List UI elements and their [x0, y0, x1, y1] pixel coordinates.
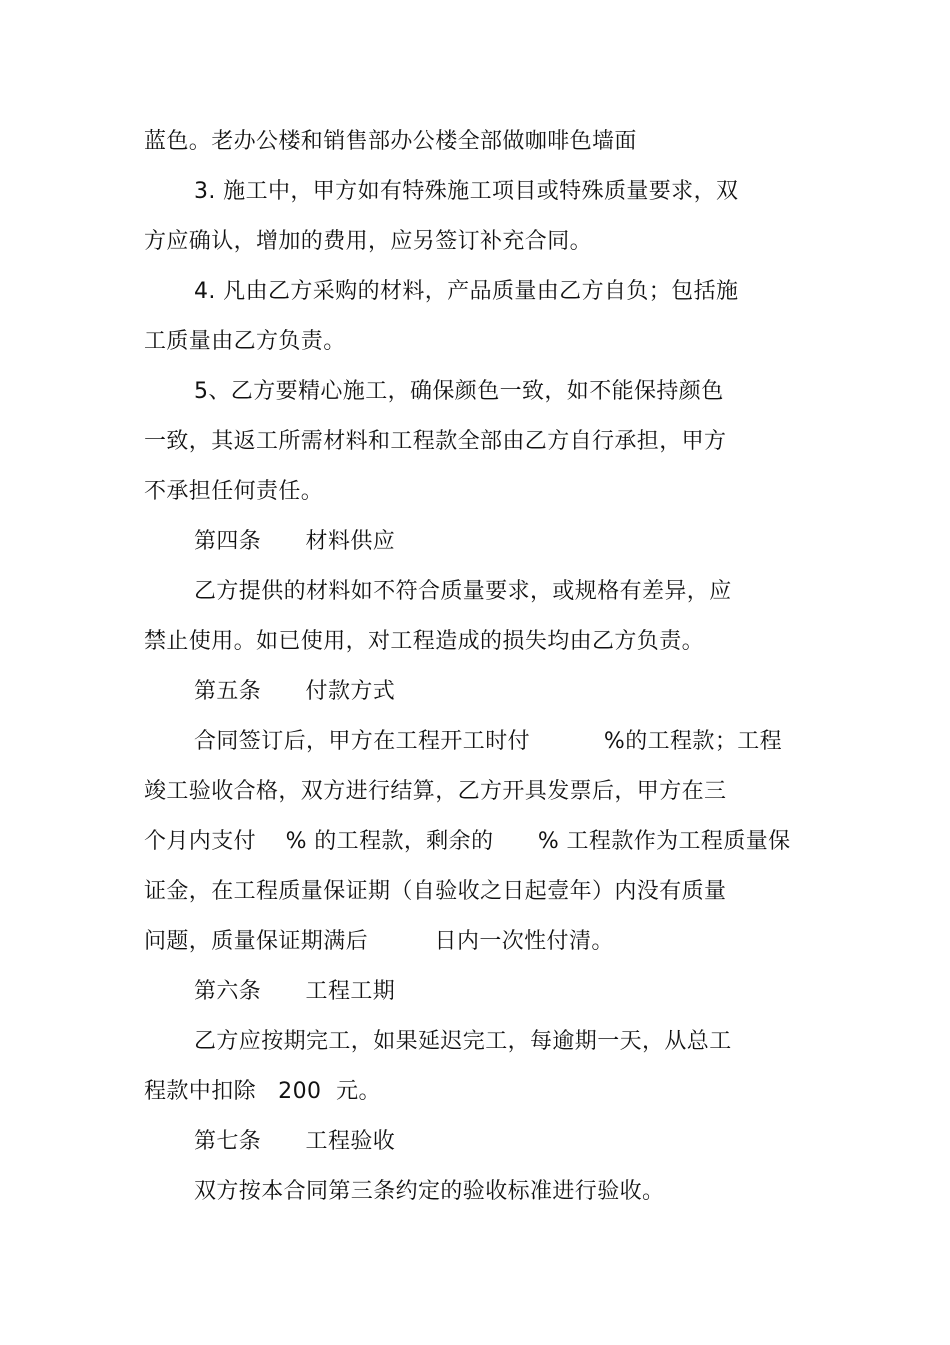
text-line: 双方按本合同第三条约定的验收标准进行验收。	[194, 1179, 665, 1204]
text-line: 乙方应按期完工，如果延迟完工，每逾期一天，从总工	[194, 1029, 732, 1054]
text-line: 4. 凡由乙方采购的材料，产品质量由乙方自负；包括施	[194, 279, 739, 304]
text-line: 一致，其返工所需材料和工程款全部由乙方自行承担，甲方	[144, 429, 727, 454]
section-heading: 第六条 工程工期	[194, 979, 396, 1004]
text-line: 5、乙方要精心施工，确保颜色一致，如不能保持颜色	[194, 379, 724, 404]
text-line: 证金，在工程质量保证期（自验收之日起壹年）内没有质量	[144, 879, 727, 904]
text-line: 蓝色。老办公楼和销售部办公楼全部做咖啡色墙面	[144, 129, 637, 154]
text-line: 禁止使用。如已使用，对工程造成的损失均由乙方负责。	[144, 629, 705, 654]
section-heading: 第五条 付款方式	[194, 679, 396, 704]
text-line: 乙方提供的材料如不符合质量要求，或规格有差异，应	[194, 579, 732, 604]
section-heading: 第七条 工程验收	[194, 1129, 396, 1154]
text-line: 程款中扣除 200 元。	[144, 1079, 381, 1104]
text-line: 竣工验收合格，双方进行结算，乙方开具发票后，甲方在三	[144, 779, 727, 804]
text-line: 问题，质量保证期满后 日内一次性付清。	[144, 929, 614, 954]
text-line: 合同签订后，甲方在工程开工时付 %的工程款；工程	[194, 729, 783, 754]
text-line: 方应确认，增加的费用，应另签订补充合同。	[144, 229, 593, 254]
text-line: 个月内支付 % 的工程款，剩余的 % 工程款作为工程质量保	[144, 829, 791, 854]
text-line: 工质量由乙方负责。	[144, 329, 346, 354]
text-line: 3. 施工中，甲方如有特殊施工项目或特殊质量要求，双	[194, 179, 739, 204]
section-heading: 第四条 材料供应	[194, 529, 396, 554]
text-line: 不承担任何责任。	[144, 479, 324, 504]
